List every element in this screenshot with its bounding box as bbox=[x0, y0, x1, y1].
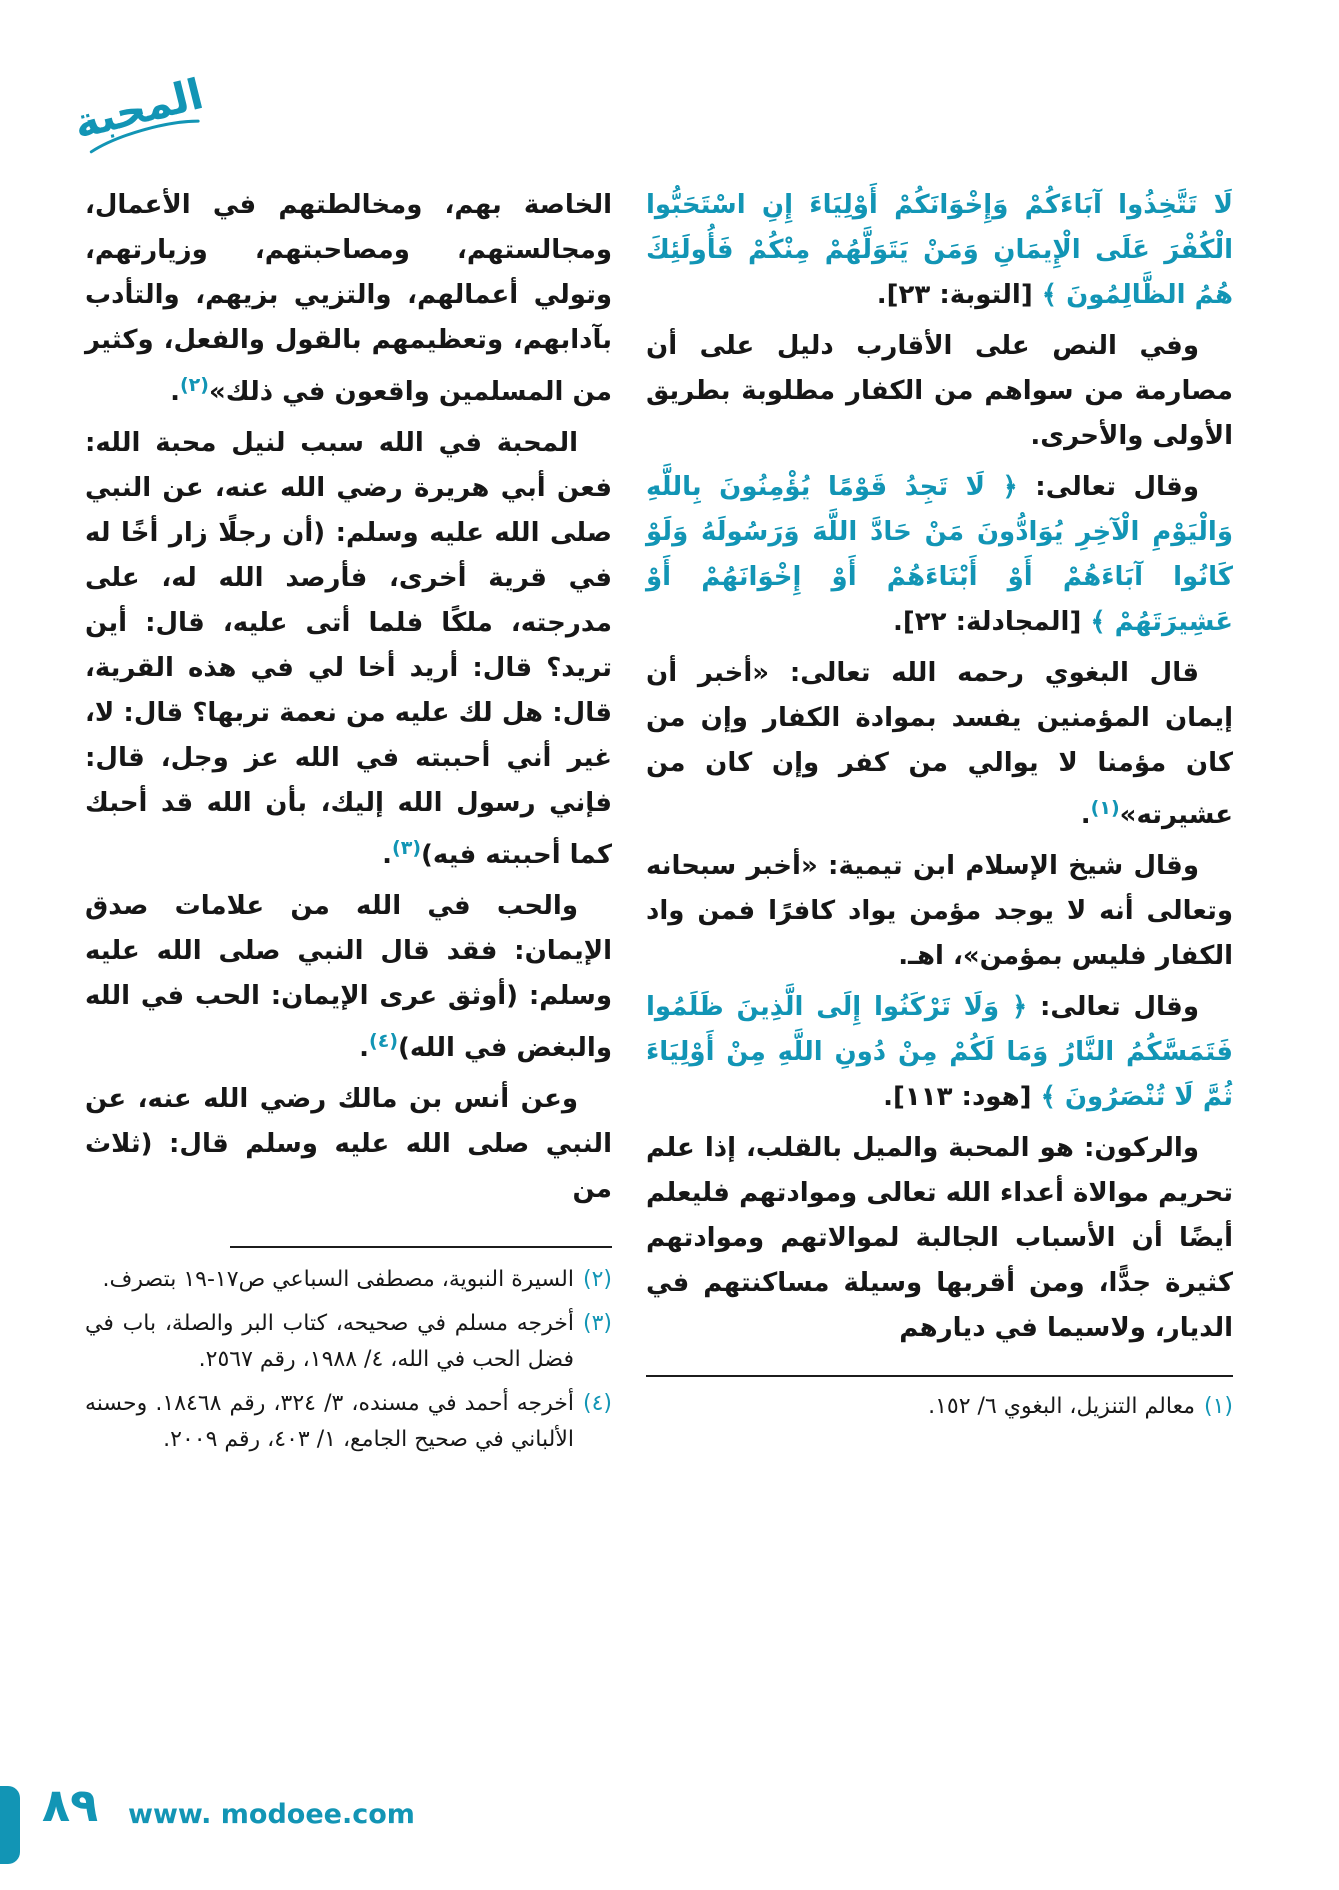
page-edge-tab bbox=[0, 1786, 20, 1864]
intro-text: وقال تعالى: bbox=[1027, 992, 1199, 1022]
right-column-text bbox=[646, 183, 1233, 1357]
paragraph-ibn-taymiyyah-quote bbox=[646, 844, 1233, 979]
intro-text: وقال تعالى: bbox=[1017, 472, 1199, 502]
verse-text: ﴿ وَلَا تَرْكَنُوا إِلَى الَّذِينَ ظَلَمُوا فَتَمَسَّكُمُ النَّارُ وَمَا لَكُمْ مِنْ دُونِ اللَّهِ مِنْ أَوْلِيَاءَ ثُمَّ لَا تُنْصَرُونَ ﴾ bbox=[646, 992, 1233, 1112]
left-column-text bbox=[85, 183, 612, 1212]
footnote-item-4 bbox=[85, 1386, 612, 1458]
footnote-separator bbox=[646, 1375, 1233, 1377]
footnote-marker-3: (٣) bbox=[392, 837, 422, 859]
footnote-number: (١) bbox=[1203, 1394, 1233, 1419]
verse-reference: [التوبة: ٢٣]. bbox=[876, 280, 1042, 310]
hadith-text: (أوثق عرى الإيمان: الحب في الله والبغض في الله) bbox=[85, 981, 612, 1063]
body-text: والركون: هو المحبة والميل بالقلب، إذا علم تحريم موالاة أعداء الله تعالى وموادتهم فليعلم أيضًا أن الأسباب الجالبة لموالاتهم وموادتهم كثيرة جدًّا، ومن أقربها وسيلة مساكنتهم في الديار، ولاسيما في ديارهم bbox=[646, 1133, 1233, 1343]
paragraph-hadith-anas bbox=[85, 1077, 612, 1212]
intro-text: وعن أنس بن مالك رضي الله عنه، عن النبي صلى الله عليه وسلم قال: bbox=[85, 1084, 612, 1159]
footnote-text: أخرجه أحمد في مسنده، ٣/ ٣٢٤، رقم ١٨٤٦٨. وحسنه الألباني في صحيح الجامع، ١/ ٤٠٣، رقم ٢٠٠٩. bbox=[85, 1391, 574, 1452]
body-text: الخاصة بهم، ومخالطتهم في الأعمال، ومجالستهم، ومصاحبتهم، وزيارتهم، وتولي أعمالهم، والتزيي بزيهم، والتأدب بآدابهم، وتعظيمهم بالقول والفعل، وكثير من المسلمين واقعون في ذلك» bbox=[85, 190, 612, 407]
website-url: www. modoee.com bbox=[128, 1799, 415, 1830]
footnote-number: (٣) bbox=[582, 1311, 612, 1336]
page-number: ٨٩ bbox=[42, 1778, 99, 1832]
sentence-period: . bbox=[170, 377, 180, 407]
footnote-text: أخرجه مسلم في صحيحه، كتاب البر والصلة، باب في فضل الحب في الله، ٤/ ١٩٨٨، رقم ٢٥٦٧. bbox=[85, 1311, 574, 1372]
body-text: قال البغوي رحمه الله تعالى: «أخبر أن إيمان المؤمنين يفسد بموادة الكفار وإن من كان مؤمنا لا يوالي من كفر وإن كان من عشيرته» bbox=[646, 658, 1233, 830]
verse-text: ﴿ لَا تَجِدُ قَوْمًا يُؤْمِنُونَ بِاللَّهِ وَالْيَوْمِ الْآخِرِ يُوَادُّونَ مَنْ حَادَّ اللَّهَ وَرَسُولَهُ وَلَوْ كَانُوا آبَاءَهُمْ أَوْ أَبْنَاءَهُمْ أَوْ إِخْوَانَهُمْ أَوْ عَشِيرَتَهُمْ ﴾ bbox=[646, 472, 1233, 637]
quran-verse-at-tawbah-23 bbox=[646, 183, 1233, 318]
footnote-number: (٢) bbox=[582, 1267, 612, 1292]
verse-reference: [هود: ١١٣]. bbox=[883, 1082, 1041, 1112]
right-column bbox=[646, 183, 1233, 1433]
paragraph-baghawi-quote bbox=[646, 651, 1233, 838]
body-text: المحبة في الله سبب لنيل محبة الله: فعن أبي هريرة رضي الله عنه، عن النبي صلى الله عليه وسلم: (أن رجلًا زار أخًا له في قرية أخرى، فأرصد الله له، على مدرجته، ملكًا فلما أتى عليه، قال: أين تريد؟ قال: أريد أخا لي في هذه القرية، قال: هل لك عليه من نعمة تربها؟ قال: لا، غير أني أحببته في الله عز وجل، قال: فإني رسول الله إليك، بأن الله قد أحبك كما أحببته فيه) bbox=[85, 428, 612, 870]
paragraph-continuation bbox=[85, 183, 612, 415]
sentence-period: . bbox=[382, 840, 393, 870]
footnote-item-2 bbox=[85, 1262, 612, 1298]
intro-text: والحب في الله من علامات صدق الإيمان: فقد قال النبي صلى الله عليه وسلم: bbox=[85, 891, 612, 1011]
right-footnote-block bbox=[646, 1357, 1233, 1433]
footnote-text: السيرة النبوية، مصطفى السباعي ص١٧-١٩ بتصرف. bbox=[102, 1267, 574, 1292]
chapter-title-text: المحبة bbox=[68, 69, 208, 149]
footnote-marker-1: (١) bbox=[1090, 797, 1120, 819]
paragraph-rukun-definition bbox=[646, 1126, 1233, 1351]
verse-text: لَا تَتَّخِذُوا آبَاءَكُمْ وَإِخْوَانَكُمْ أَوْلِيَاءَ إِنِ اسْتَحَبُّوا الْكُفْرَ عَلَى الْإِيمَانِ وَمَنْ يَتَوَلَّهُمْ مِنْكُمْ فَأُولَئِكَ هُمُ الظَّالِمُونَ ﴾ bbox=[646, 190, 1233, 310]
quran-verse-al-mujadila-22 bbox=[646, 465, 1233, 645]
footnote-item-1 bbox=[646, 1389, 1233, 1425]
footnote-separator bbox=[230, 1246, 612, 1248]
footnote-number: (٤) bbox=[582, 1391, 612, 1416]
chapter-title-calligraphy bbox=[64, 68, 215, 163]
footnote-text: معالم التنزيل، البغوي ٦/ ١٥٢. bbox=[928, 1394, 1195, 1419]
left-column bbox=[85, 183, 612, 1466]
paragraph-relatives-ruling bbox=[646, 324, 1233, 459]
footnote-marker-4: (٤) bbox=[369, 1030, 399, 1052]
footnote-marker-2: (٢) bbox=[179, 374, 209, 396]
page-columns bbox=[85, 183, 1233, 1466]
footnote-item-3 bbox=[85, 1306, 612, 1378]
verse-reference: [المجادلة: ٢٢]. bbox=[893, 607, 1091, 637]
paragraph-love-sign-of-faith bbox=[85, 884, 612, 1071]
sentence-period: . bbox=[359, 1033, 370, 1063]
body-text: وفي النص على الأقارب دليل على أن مصارمة من سواهم من الكفار مطلوبة بطريق الأولى والأحرى. bbox=[646, 331, 1233, 451]
paragraph-hadith-abu-hurayrah bbox=[85, 421, 612, 878]
left-footnote-block bbox=[85, 1246, 612, 1458]
quran-verse-hud-113 bbox=[646, 985, 1233, 1120]
hadith-text: (ثلاث من bbox=[85, 1129, 612, 1204]
sentence-period: . bbox=[1080, 800, 1091, 830]
body-text: وقال شيخ الإسلام ابن تيمية: «أخبر سبحانه وتعالى أنه لا يوجد مؤمن يواد كافرًا فمن واد الكفار فليس بمؤمن»، اهـ. bbox=[646, 851, 1233, 971]
